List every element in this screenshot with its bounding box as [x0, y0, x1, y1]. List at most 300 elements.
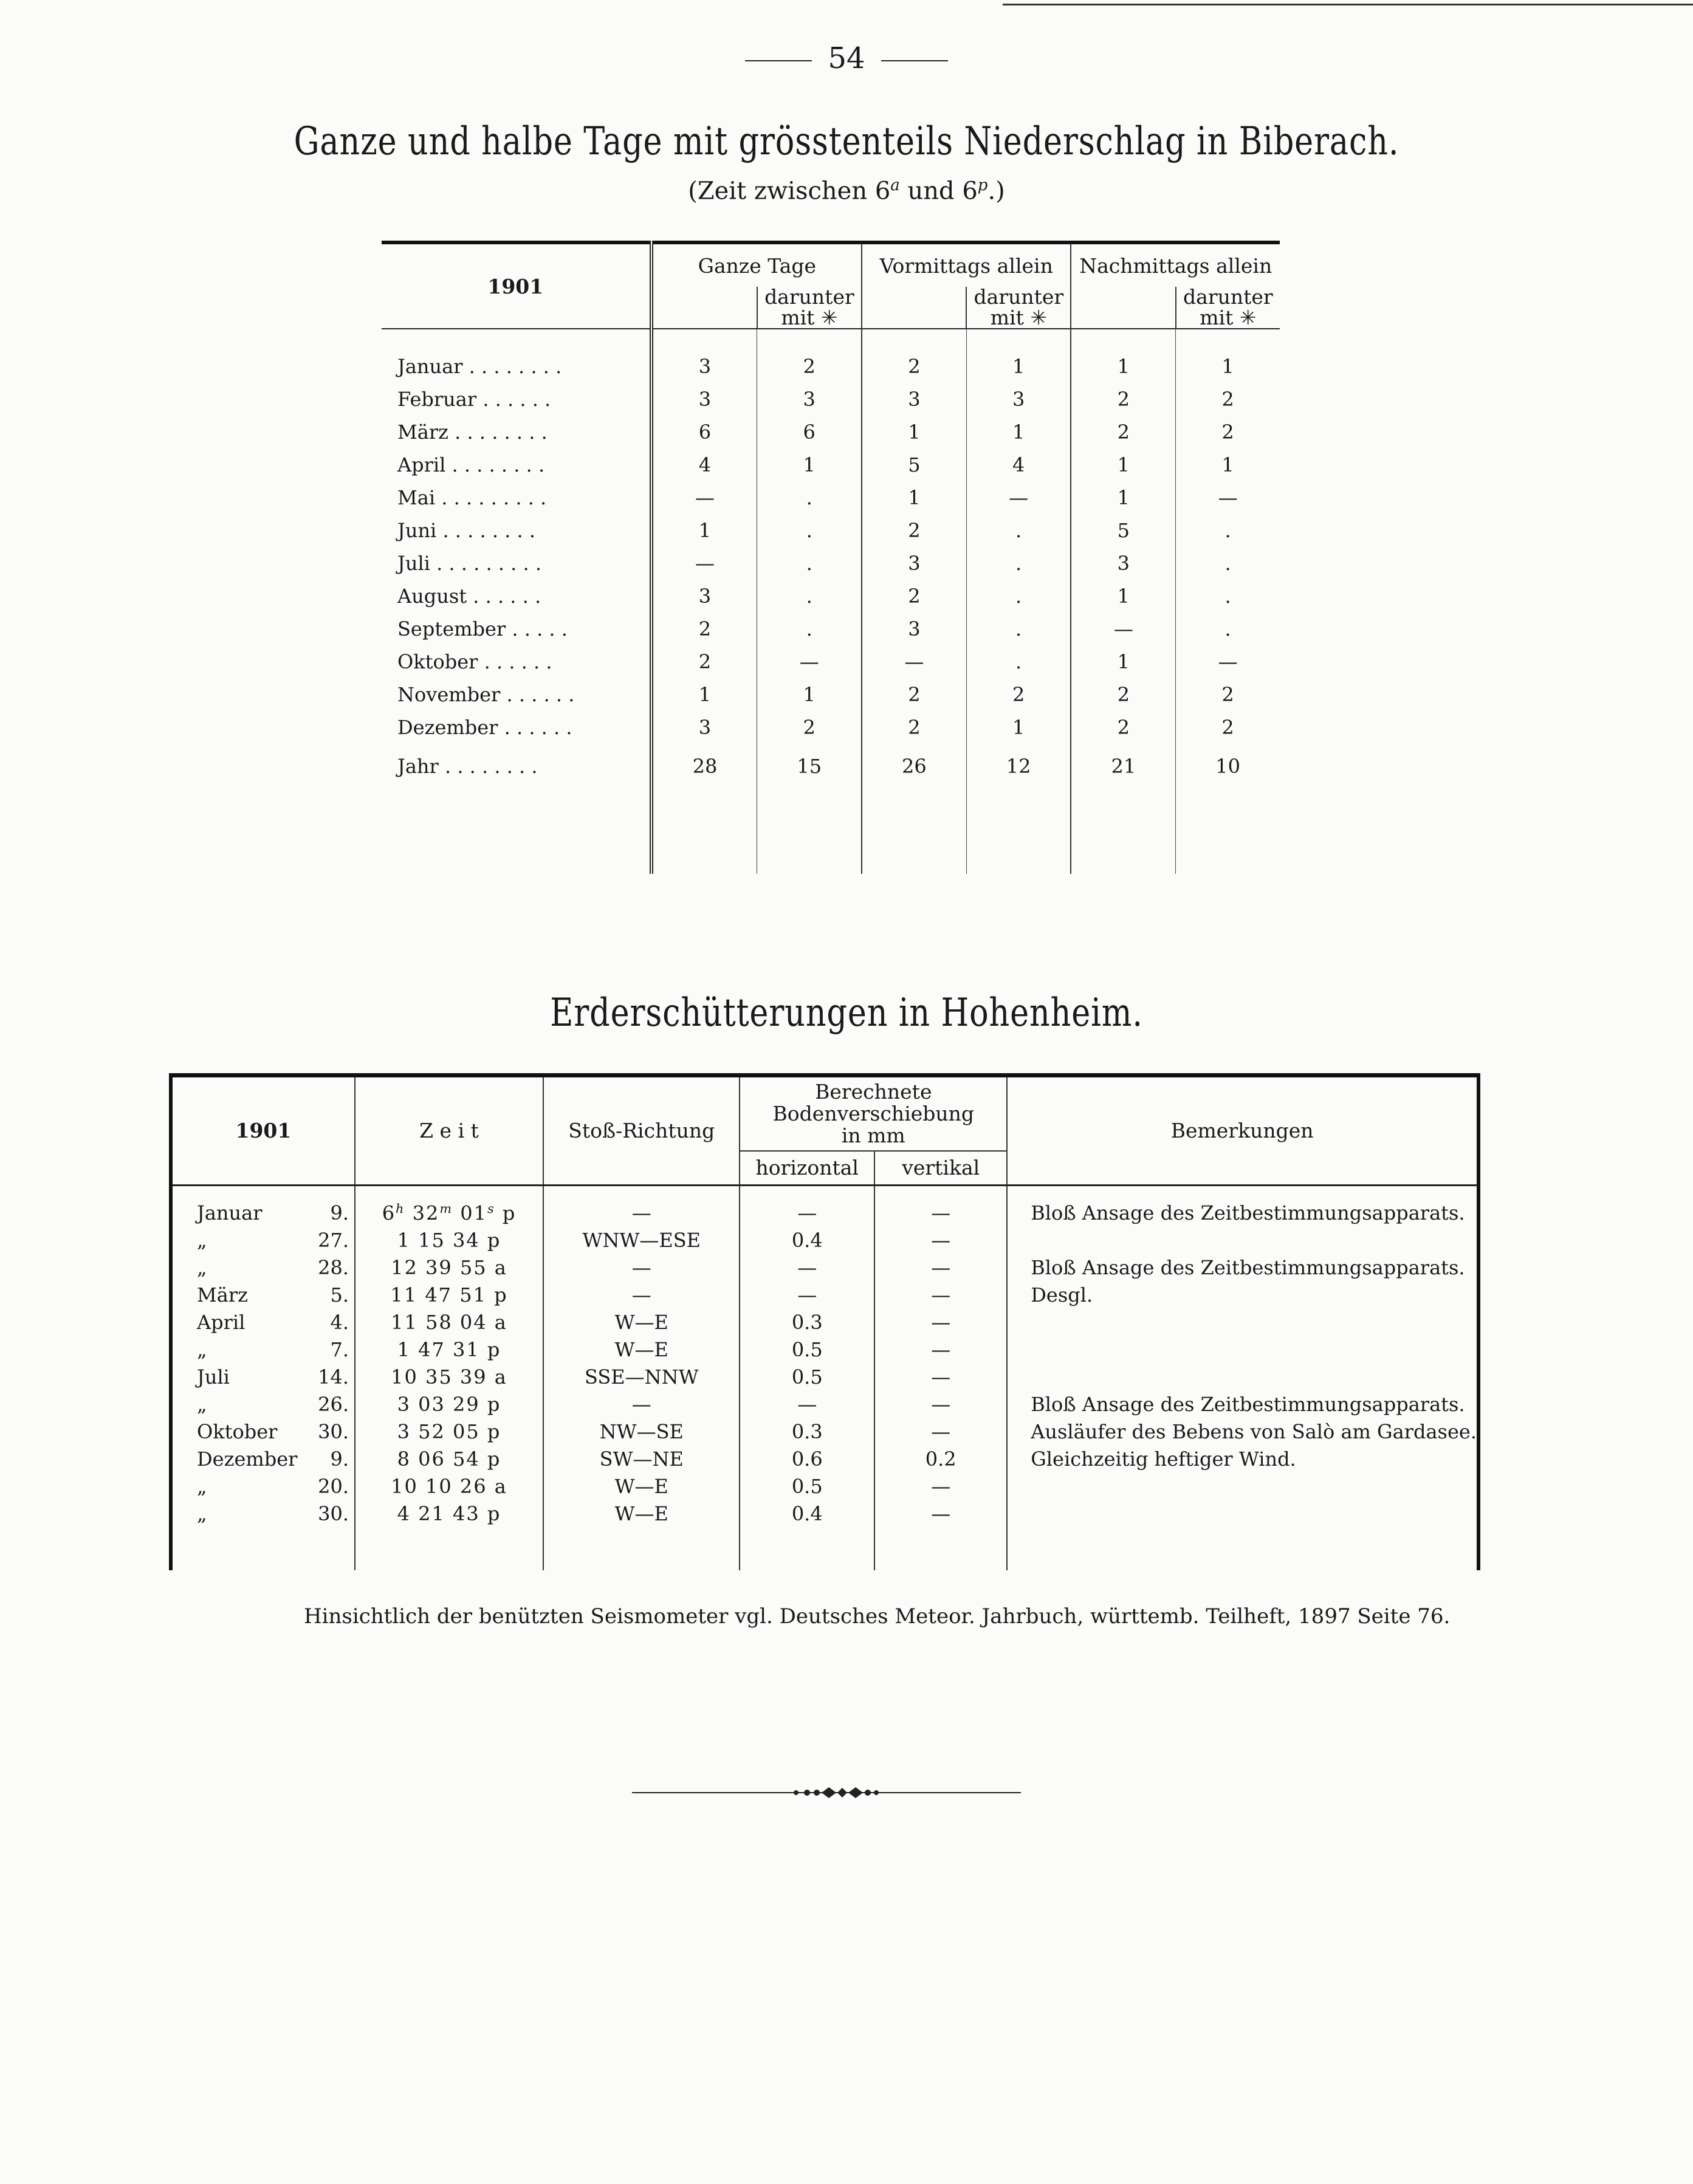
- month-label: November . . . . . .: [382, 678, 651, 711]
- vertical-cell: —: [874, 1282, 1007, 1309]
- date-day: 26.: [318, 1393, 349, 1416]
- time-ap: a: [494, 1256, 507, 1279]
- time-second: 54: [453, 1447, 480, 1471]
- time-hour: 1: [397, 1338, 411, 1361]
- time-ap: p: [487, 1502, 501, 1525]
- table-row: [382, 383, 1280, 416]
- empty-cell: [966, 789, 1071, 874]
- time-second: 05: [453, 1420, 480, 1443]
- unit-h: h: [396, 1201, 405, 1216]
- remark-cell: Bloß Ansage des Zeitbestimmungsapparats.: [1031, 1256, 1465, 1279]
- table-row: [382, 547, 1280, 580]
- vertical-cell: 0.2: [874, 1446, 1007, 1473]
- horizontal-cell: 0.5: [791, 1475, 823, 1498]
- value-cell: .: [757, 514, 862, 547]
- horizontal-cell: —: [797, 1283, 817, 1307]
- table-row: [382, 580, 1280, 613]
- total-row: [382, 744, 1280, 789]
- date-cell: [171, 1336, 355, 1364]
- year-header: 1901: [171, 1076, 355, 1186]
- time-ap: p: [487, 1338, 501, 1361]
- date-cell: [171, 1500, 355, 1528]
- value-cell: .: [966, 547, 1071, 580]
- table-row: [171, 1446, 1478, 1473]
- table-row: [382, 711, 1280, 744]
- table-row: [171, 1185, 1478, 1227]
- table-row: [382, 678, 1280, 711]
- time-cell: [355, 1227, 543, 1254]
- date-month: „: [197, 1475, 207, 1498]
- value-cell: 12: [966, 744, 1071, 789]
- time-cell: [355, 1282, 543, 1309]
- horizontal-cell: 0.3: [791, 1420, 823, 1443]
- value-cell: 3: [651, 711, 757, 744]
- time-second: 31: [453, 1338, 480, 1361]
- value-cell: 2: [862, 514, 966, 547]
- month-label: August . . . . . .: [382, 580, 651, 613]
- precipitation-table-body: [382, 329, 1280, 874]
- zeit-header: Z e i t: [355, 1076, 543, 1186]
- date-day: 4.: [330, 1311, 349, 1334]
- date-day: 28.: [318, 1256, 349, 1279]
- empty-cell: [382, 789, 651, 874]
- value-cell: 1: [651, 678, 757, 711]
- value-cell: 6: [757, 416, 862, 448]
- value-cell: 3: [757, 383, 862, 416]
- direction-cell: —: [543, 1254, 740, 1282]
- time-minute: 39: [425, 1256, 453, 1279]
- value-cell: —: [651, 481, 757, 514]
- ornament-divider: [632, 1781, 1021, 1805]
- value-cell: 2: [757, 711, 862, 744]
- time-minute: 52: [418, 1420, 445, 1443]
- direction-cell: SW—NE: [543, 1446, 740, 1473]
- precipitation-table: [382, 241, 1280, 874]
- date-cell: [171, 1185, 355, 1227]
- horizontal-cell: 0.6: [791, 1447, 823, 1471]
- time-cell: [355, 1391, 543, 1418]
- sub-header-line1: darunter: [974, 285, 1064, 309]
- table-row: [382, 514, 1280, 547]
- vertikal-header: vertikal: [874, 1151, 1007, 1185]
- date-cell: [171, 1309, 355, 1336]
- page-number-text: 54: [828, 41, 865, 75]
- time-hour: 8: [397, 1447, 411, 1471]
- month-label: Dezember . . . . . .: [382, 711, 651, 744]
- sub-header-empty: [651, 287, 757, 329]
- table-row: [382, 613, 1280, 645]
- date-day: 5.: [330, 1283, 349, 1307]
- remark-cell: Ausläufer des Bebens von Salò am Gardasee.: [1031, 1420, 1477, 1443]
- value-cell: 2: [862, 329, 966, 383]
- table-row: [171, 1254, 1478, 1282]
- time-minute: 21: [418, 1502, 445, 1525]
- value-cell: 1: [862, 481, 966, 514]
- value-cell: 2: [966, 678, 1071, 711]
- direction-cell: —: [543, 1185, 740, 1227]
- date-month: „: [197, 1393, 207, 1416]
- value-cell: 1: [757, 448, 862, 481]
- value-cell: 3: [651, 383, 757, 416]
- time-minute: 47: [425, 1283, 453, 1307]
- direction-cell: WNW—ESE: [543, 1227, 740, 1254]
- time-second: 55: [459, 1256, 487, 1279]
- remark-cell: [1007, 1364, 1478, 1391]
- value-cell: —: [1071, 613, 1175, 645]
- value-cell: 1: [1071, 481, 1175, 514]
- date-month: „: [197, 1229, 207, 1252]
- value-cell: —: [862, 645, 966, 678]
- direction-cell: W—E: [543, 1473, 740, 1500]
- empty-cell: [543, 1528, 740, 1570]
- vertical-cell: —: [874, 1336, 1007, 1364]
- time-hour: 3: [397, 1420, 411, 1443]
- page-number-rule-left: [745, 60, 812, 61]
- berechnete-line3: in mm: [841, 1124, 905, 1147]
- month-label: Juli . . . . . . . . .: [382, 547, 651, 580]
- table-row: [382, 645, 1280, 678]
- horizontal-cell: 0.4: [791, 1502, 823, 1525]
- date-day: 27.: [318, 1229, 349, 1252]
- date-cell: [171, 1254, 355, 1282]
- month-label: September . . . . .: [382, 613, 651, 645]
- remark-cell: [1007, 1309, 1478, 1336]
- sub-header-line1: darunter: [1183, 285, 1273, 309]
- table-row: [171, 1309, 1478, 1336]
- horizontal-cell: —: [797, 1201, 817, 1224]
- date-month: April: [197, 1311, 246, 1334]
- sub-header-empty: [1071, 287, 1175, 329]
- date-month: Juli: [197, 1365, 230, 1389]
- time-hour: 10: [391, 1475, 418, 1498]
- time-hour: 11: [391, 1311, 418, 1334]
- value-cell: 2: [1071, 383, 1175, 416]
- horizontal-cell: —: [797, 1256, 817, 1279]
- time-ap: a: [494, 1365, 507, 1389]
- value-cell: —: [651, 547, 757, 580]
- table-row: [382, 481, 1280, 514]
- top-border-line: [1003, 4, 1693, 5]
- value-cell: 2: [757, 329, 862, 383]
- remark-cell: Bloß Ansage des Zeitbestimmungsapparats.: [1031, 1393, 1465, 1416]
- direction-cell: W—E: [543, 1500, 740, 1528]
- value-cell: 2: [862, 678, 966, 711]
- vertical-cell: —: [874, 1500, 1007, 1528]
- empty-cell: [171, 1528, 355, 1570]
- time-minute: 32: [412, 1201, 440, 1225]
- value-cell: 15: [757, 744, 862, 789]
- direction-cell: NW—SE: [543, 1418, 740, 1446]
- value-cell: 2: [1176, 416, 1280, 448]
- table-row: [382, 416, 1280, 448]
- earthquake-table: [169, 1073, 1480, 1570]
- empty-cell: [740, 1528, 874, 1570]
- date-month: „: [197, 1256, 207, 1279]
- date-month: „: [197, 1338, 207, 1361]
- time-cell: [355, 1473, 543, 1500]
- subtitle-prefix: (Zeit zwischen 6: [688, 177, 891, 205]
- month-label: Oktober . . . . . .: [382, 645, 651, 678]
- value-cell: 5: [862, 448, 966, 481]
- value-cell: .: [1176, 547, 1280, 580]
- empty-cell: [355, 1528, 543, 1570]
- table-row: [171, 1282, 1478, 1309]
- spacer-row: [171, 1528, 1478, 1570]
- direction-cell: —: [543, 1391, 740, 1418]
- vertical-cell: —: [874, 1391, 1007, 1418]
- date-cell: [171, 1282, 355, 1309]
- value-cell: 3: [862, 613, 966, 645]
- value-cell: —: [966, 481, 1071, 514]
- horizontal-cell: 0.5: [791, 1365, 823, 1389]
- value-cell: 2: [862, 580, 966, 613]
- time-cell: [355, 1418, 543, 1446]
- value-cell: 26: [862, 744, 966, 789]
- spacer-row: [382, 789, 1280, 874]
- value-cell: 1: [1071, 448, 1175, 481]
- time-second: 34: [453, 1229, 480, 1252]
- sub-header-line1: darunter: [764, 285, 854, 309]
- value-cell: 5: [1071, 514, 1175, 547]
- date-month: Januar: [197, 1201, 263, 1224]
- time-second: 29: [453, 1393, 480, 1416]
- date-day: 9.: [330, 1447, 349, 1471]
- table-row: [382, 448, 1280, 481]
- date-month: März: [197, 1283, 248, 1307]
- year-header: 1901: [382, 242, 651, 329]
- table-row: [171, 1500, 1478, 1528]
- value-cell: .: [757, 481, 862, 514]
- month-label: April . . . . . . . .: [382, 448, 651, 481]
- value-cell: 2: [862, 711, 966, 744]
- value-cell: 28: [651, 744, 757, 789]
- unit-m: m: [439, 1201, 453, 1216]
- bemerkungen-header: Bemerkungen: [1170, 1119, 1314, 1143]
- time-ap: a: [494, 1475, 507, 1498]
- date-cell: [171, 1473, 355, 1500]
- sub-header-darunter: [966, 287, 1071, 329]
- value-cell: 2: [1071, 711, 1175, 744]
- remark-cell: [1007, 1500, 1478, 1528]
- value-cell: 4: [966, 448, 1071, 481]
- month-label: Juni . . . . . . . .: [382, 514, 651, 547]
- time-ap: p: [487, 1393, 501, 1416]
- value-cell: 21: [1071, 744, 1175, 789]
- table-row: [171, 1364, 1478, 1391]
- remark-cell: Gleichzeitig heftiger Wind.: [1031, 1447, 1296, 1471]
- value-cell: 3: [1071, 547, 1175, 580]
- time-ap: p: [487, 1229, 501, 1252]
- time-second: 04: [459, 1311, 487, 1334]
- group-header-ganze-tage: Ganze Tage: [651, 242, 862, 287]
- time-ap: p: [487, 1420, 501, 1443]
- value-cell: —: [757, 645, 862, 678]
- remark-cell: [1007, 1473, 1478, 1500]
- value-cell: 2: [1176, 383, 1280, 416]
- date-day: 7.: [330, 1338, 349, 1361]
- time-cell: [355, 1500, 543, 1528]
- value-cell: 1: [651, 514, 757, 547]
- value-cell: 1: [1071, 645, 1175, 678]
- month-label: Jahr . . . . . . . .: [382, 744, 651, 789]
- direction-cell: W—E: [543, 1336, 740, 1364]
- value-cell: —: [1176, 645, 1280, 678]
- value-cell: .: [966, 613, 1071, 645]
- date-month: „: [197, 1502, 207, 1525]
- value-cell: 2: [1071, 678, 1175, 711]
- table-row: [171, 1473, 1478, 1500]
- value-cell: 1: [1071, 580, 1175, 613]
- table1-subtitle: [0, 176, 1693, 205]
- time-minute: 06: [418, 1447, 445, 1471]
- group-header-nachmittags: Nachmittags allein: [1071, 242, 1280, 287]
- time-second: 01: [460, 1201, 487, 1225]
- time-cell: [355, 1364, 543, 1391]
- value-cell: 1: [966, 329, 1071, 383]
- subtitle-mid: und 6: [899, 177, 978, 205]
- value-cell: 2: [1176, 711, 1280, 744]
- time-cell: [355, 1309, 543, 1336]
- value-cell: .: [757, 547, 862, 580]
- direction-cell: SSE—NNW: [543, 1364, 740, 1391]
- date-day: 20.: [318, 1475, 349, 1498]
- time-hour: 1: [397, 1229, 411, 1252]
- horizontal-cell: 0.5: [791, 1338, 823, 1361]
- subtitle-sup-a: a: [890, 176, 900, 194]
- value-cell: .: [1176, 613, 1280, 645]
- remark-cell: [1007, 1227, 1478, 1254]
- value-cell: 1: [966, 416, 1071, 448]
- sub-header-line2: mit ✳: [781, 306, 838, 329]
- page-number-rule-right: [881, 60, 948, 61]
- berechnete-line1: Berechnete: [815, 1080, 932, 1104]
- time-minute: 47: [418, 1338, 445, 1361]
- value-cell: .: [757, 580, 862, 613]
- earthquake-table-body: [171, 1185, 1478, 1570]
- value-cell: 6: [651, 416, 757, 448]
- empty-cell: [1176, 789, 1280, 874]
- page-number: [0, 41, 1693, 75]
- date-cell: [171, 1446, 355, 1473]
- sub-header-darunter: [1176, 287, 1280, 329]
- date-day: 30.: [318, 1420, 349, 1443]
- date-day: 30.: [318, 1502, 349, 1525]
- value-cell: 1: [1176, 329, 1280, 383]
- value-cell: 10: [1176, 744, 1280, 789]
- vertical-cell: —: [874, 1418, 1007, 1446]
- value-cell: 3: [651, 329, 757, 383]
- vertical-cell: —: [874, 1473, 1007, 1500]
- empty-cell: [1071, 789, 1175, 874]
- value-cell: 2: [651, 613, 757, 645]
- vertical-cell: —: [874, 1254, 1007, 1282]
- horizontal-cell: 0.3: [791, 1311, 823, 1334]
- time-cell: [355, 1336, 543, 1364]
- empty-cell: [862, 789, 966, 874]
- sub-header-darunter: [757, 287, 862, 329]
- horizontal-cell: 0.4: [791, 1229, 823, 1252]
- month-label: Februar . . . . . .: [382, 383, 651, 416]
- bodenverschiebung-header: [740, 1076, 1007, 1152]
- sub-header-line2: mit ✳: [990, 306, 1047, 329]
- empty-cell: [757, 789, 862, 874]
- value-cell: 1: [862, 416, 966, 448]
- date-cell: [171, 1418, 355, 1446]
- horizontal-cell: —: [797, 1393, 817, 1416]
- date-day: 14.: [318, 1365, 349, 1389]
- berechnete-line2: Bodenverschiebung: [772, 1102, 975, 1125]
- time-hour: 11: [390, 1283, 418, 1307]
- time-ap: p: [502, 1201, 517, 1225]
- value-cell: 3: [651, 580, 757, 613]
- date-cell: [171, 1364, 355, 1391]
- date-cell: [171, 1227, 355, 1254]
- time-hour: 6: [382, 1201, 396, 1225]
- time-ap: a: [494, 1311, 507, 1334]
- remark-cell: [1007, 1336, 1478, 1364]
- group-header-vormittags: Vormittags allein: [862, 242, 1071, 287]
- time-minute: 35: [425, 1365, 453, 1389]
- time-second: 43: [453, 1502, 480, 1525]
- value-cell: .: [1176, 514, 1280, 547]
- table-row: [171, 1336, 1478, 1364]
- table1-title: Ganze und halbe Tage mit grösstenteils Niederschlag in Biberach.: [294, 119, 1399, 164]
- table-row: [171, 1391, 1478, 1418]
- time-minute: 58: [425, 1311, 453, 1334]
- value-cell: 2: [1071, 416, 1175, 448]
- value-cell: 1: [1071, 329, 1175, 383]
- subtitle-suffix: .): [987, 177, 1005, 205]
- time-cell: [355, 1254, 543, 1282]
- vertical-cell: —: [874, 1185, 1007, 1227]
- vertical-cell: —: [874, 1364, 1007, 1391]
- date-day: 9.: [330, 1201, 349, 1224]
- month-label: März . . . . . . . .: [382, 416, 651, 448]
- value-cell: 3: [862, 547, 966, 580]
- value-cell: .: [1176, 580, 1280, 613]
- time-cell: [355, 1185, 543, 1227]
- subtitle-sup-p: p: [977, 176, 988, 194]
- time-ap: p: [494, 1283, 508, 1307]
- value-cell: 3: [966, 383, 1071, 416]
- value-cell: .: [966, 580, 1071, 613]
- remark-cell: Desgl.: [1031, 1283, 1093, 1307]
- direction-cell: —: [543, 1282, 740, 1309]
- empty-cell: [874, 1528, 1007, 1570]
- time-ap: p: [487, 1447, 501, 1471]
- value-cell: —: [1176, 481, 1280, 514]
- table-row: [171, 1227, 1478, 1254]
- sub-header-line2: mit ✳: [1200, 306, 1257, 329]
- time-second: 51: [459, 1283, 487, 1307]
- value-cell: .: [757, 613, 862, 645]
- vertical-cell: —: [874, 1309, 1007, 1336]
- empty-cell: [1007, 1528, 1478, 1570]
- date-month: Oktober: [197, 1420, 278, 1443]
- remark-cell: Bloß Ansage des Zeitbestimmungsapparats.: [1031, 1201, 1465, 1224]
- value-cell: 4: [651, 448, 757, 481]
- horizontal-header: horizontal: [740, 1151, 874, 1185]
- date-month: Dezember: [197, 1447, 298, 1471]
- table-row: [171, 1418, 1478, 1446]
- time-hour: 3: [397, 1393, 411, 1416]
- time-minute: 10: [425, 1475, 453, 1498]
- unit-s: s: [487, 1201, 495, 1216]
- value-cell: 3: [862, 383, 966, 416]
- time-minute: 15: [418, 1229, 445, 1252]
- footnote: Hinsichtlich der benützten Seismometer vgl. Deutsches Meteor. Jahrbuch, württemb. Teilheft, 1897 Seite 76.: [304, 1604, 1451, 1629]
- sub-header-empty: [862, 287, 966, 329]
